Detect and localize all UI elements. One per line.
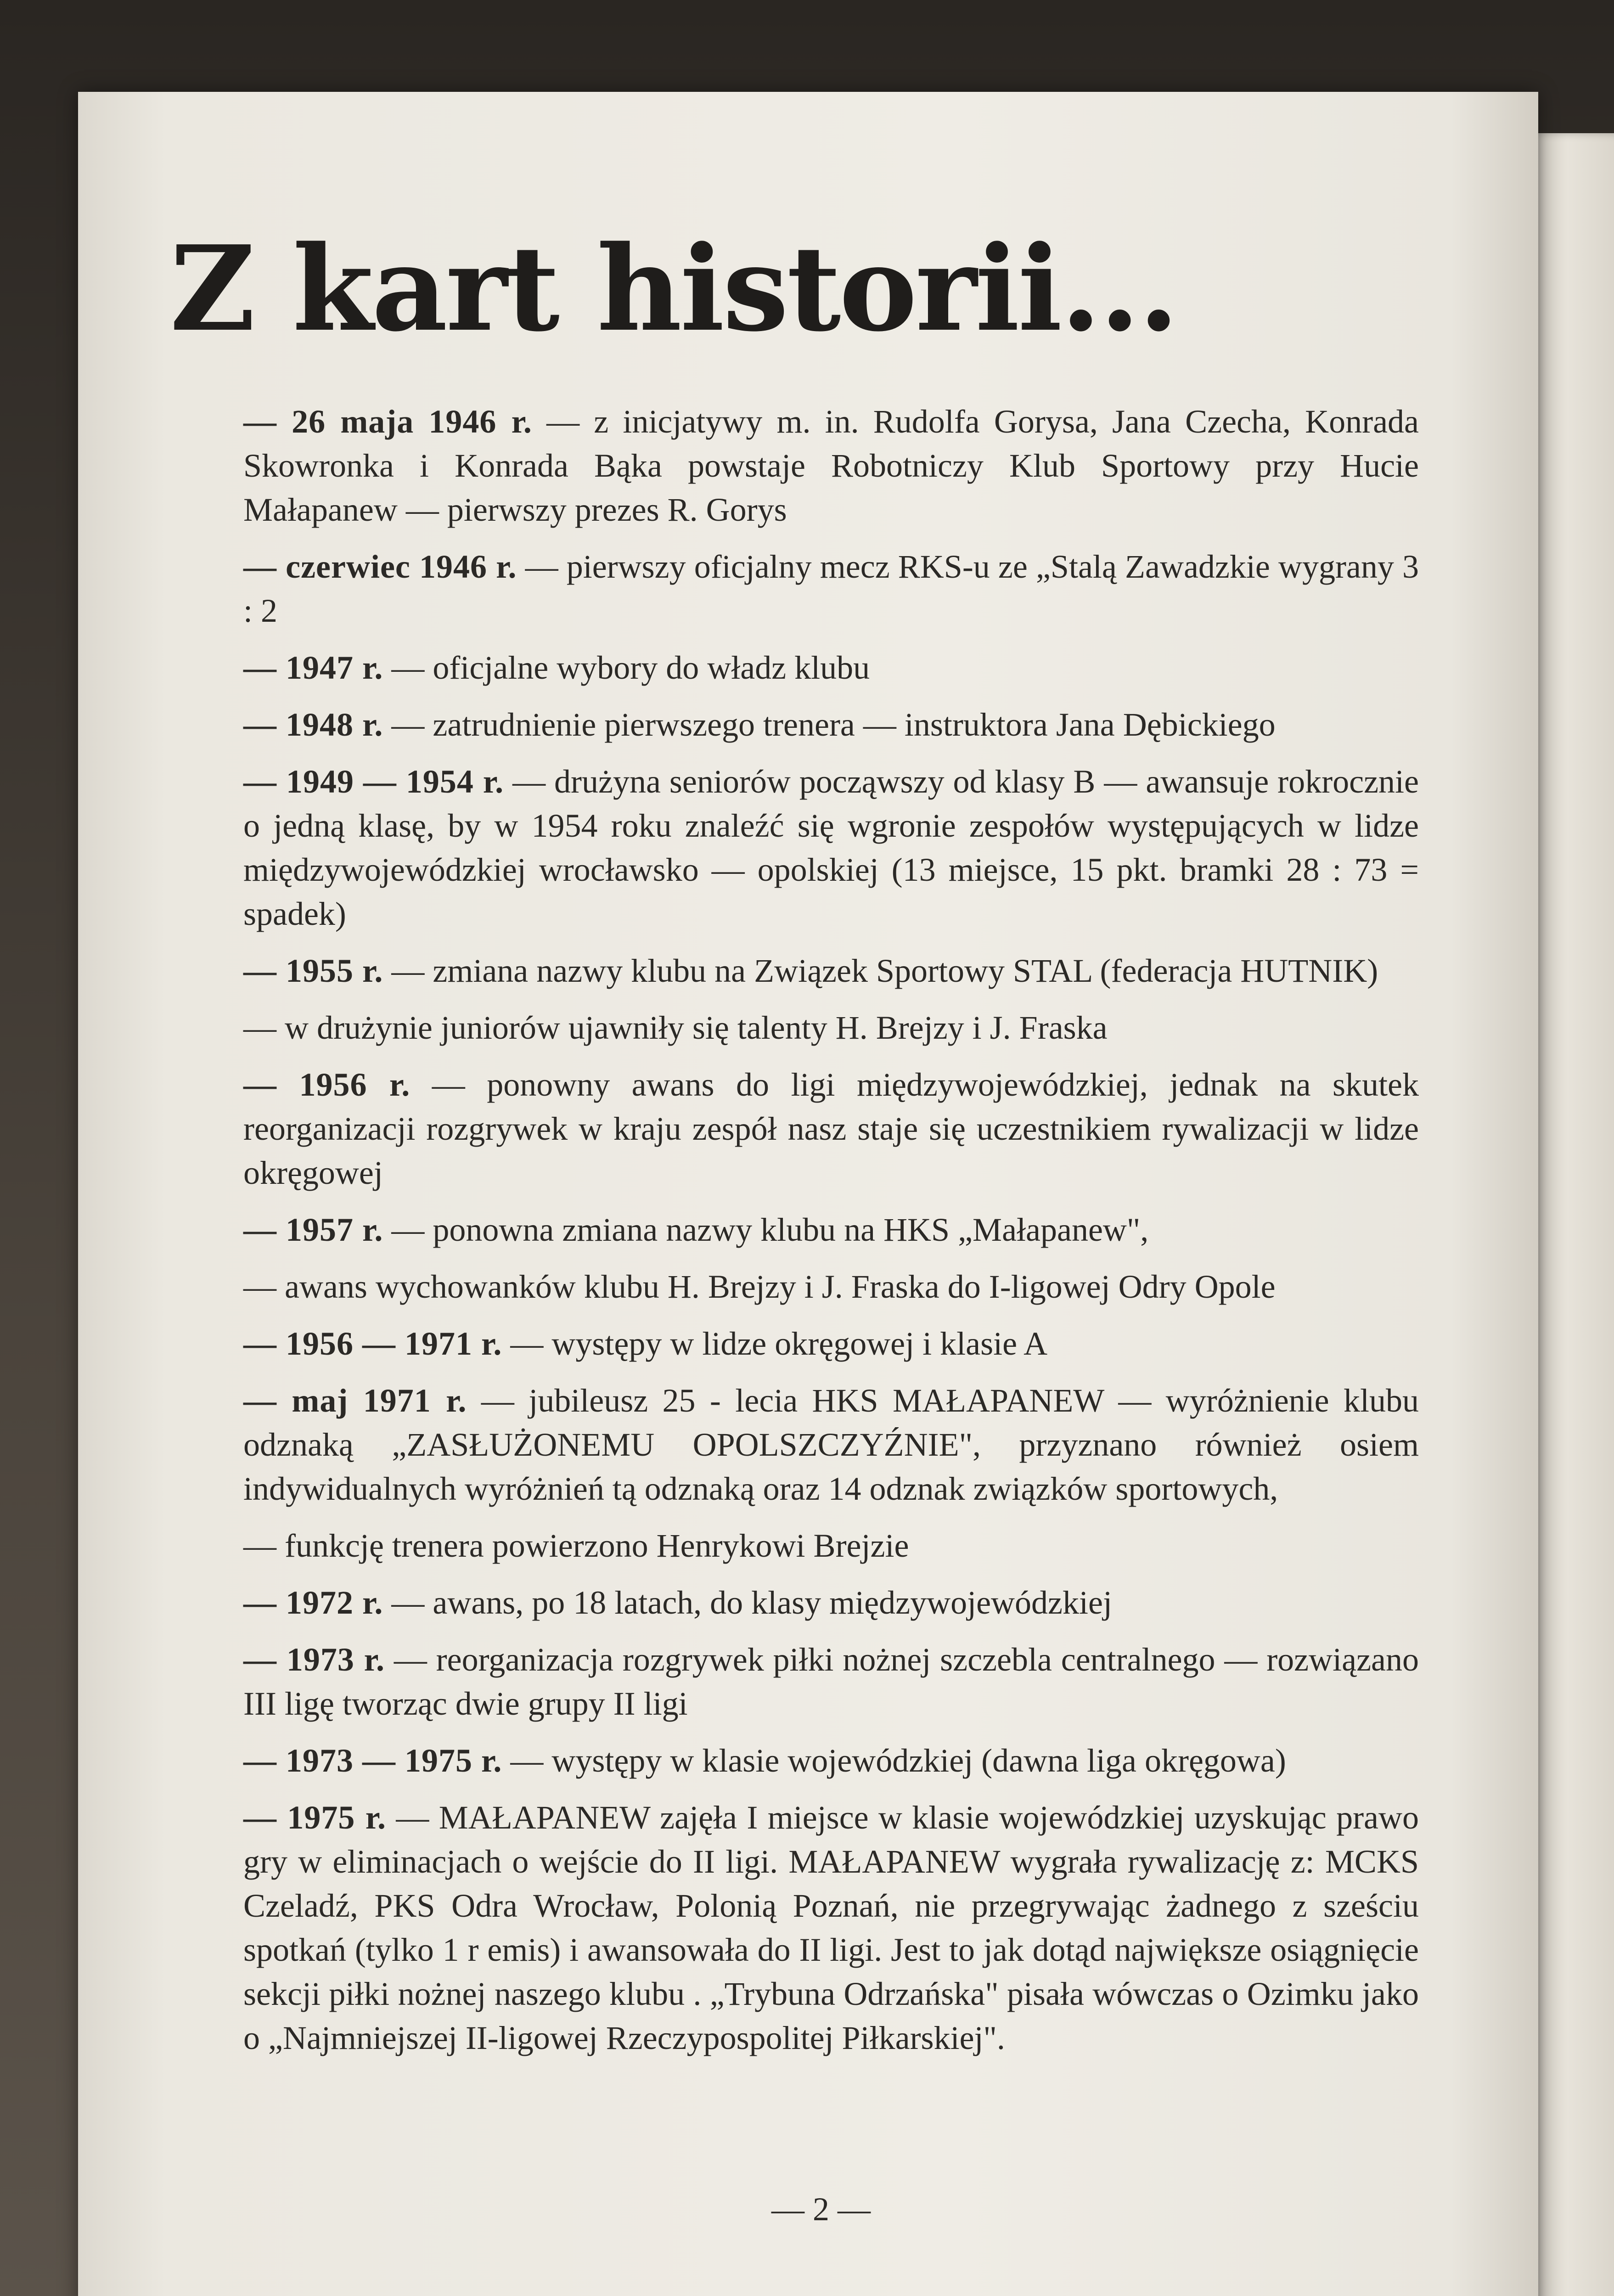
entry-text: — funkcję trenera powierzono Henrykowi Brejzie	[243, 1527, 909, 1564]
page-number: — 2 —	[771, 2191, 871, 2228]
entry-text: — występy w klasie wojewódzkiej (dawna liga okręgowa)	[510, 1742, 1286, 1779]
history-entry	[243, 1208, 1419, 1252]
history-entry	[243, 1322, 1419, 1366]
history-entry	[243, 1265, 1419, 1309]
history-list	[243, 400, 1419, 2073]
entry-date: — 26 maja 1946 r.	[243, 403, 532, 440]
entry-text: — ponowna zmiana nazwy klubu na HKS „Małapanew",	[391, 1211, 1149, 1248]
entry-date: — 1955 r.	[243, 952, 383, 989]
entry-text: — awans, po 18 latach, do klasy międzywojewódzkiej	[391, 1584, 1112, 1621]
history-entry	[243, 1739, 1419, 1783]
facing-page-edge	[1529, 133, 1614, 2296]
entry-text: — awans wychowanków klubu H. Brejzy i J. Fraska do I-ligowej Odry Opole	[243, 1268, 1276, 1305]
entry-text: — z inicjatywy m. in. Rudolfa Gorysa, Jana Czecha, Konrada Skowronka i Konrada Bąka powstaje Robotniczy Klub Sportowy przy Hucie Małapanew — pierwszy prezes R. Gorys	[243, 403, 1419, 528]
entry-date: — czerwiec 1946 r.	[243, 548, 517, 585]
history-entry	[243, 1795, 1419, 2060]
history-entry	[243, 1524, 1419, 1568]
entry-date: — 1972 r.	[243, 1584, 383, 1621]
history-entry	[243, 1006, 1419, 1050]
entry-date: — 1957 r.	[243, 1211, 383, 1248]
entry-date: — 1956 r.	[243, 1066, 411, 1103]
history-entry	[243, 545, 1419, 633]
entry-text: — w drużynie juniorów ujawniły się talenty H. Brejzy i J. Fraska	[243, 1009, 1108, 1046]
history-entry	[243, 703, 1419, 747]
entry-date: — 1975 r.	[243, 1799, 387, 1836]
entry-text: — reorganizacja rozgrywek piłki nożnej szczebla centralnego — rozwiązano III ligę tworząc dwie grupy II ligi	[243, 1641, 1419, 1722]
page-title: Z kart historii...	[170, 220, 1177, 358]
entry-text: — zmiana nazwy klubu na Związek Sportowy STAL (federacja HUTNIK)	[391, 952, 1378, 989]
entry-text: — występy w lidze okręgowej i klasie A	[510, 1325, 1048, 1362]
entry-date: — 1948 r.	[243, 706, 383, 743]
entry-text: — drużyna seniorów począwszy od klasy B — awansuje rokrocznie o jedną klasę, by w 1954 roku znaleźć się wgronie zespołów występujących w lidze międzywojewódzkiej wrocławsko — opolskiej (13 miejsce, 15 pkt. bramki 28 : 73 = spadek)	[243, 763, 1419, 932]
entry-text: — zatrudnienie pierwszego trenera — instruktora Jana Dębickiego	[391, 706, 1276, 743]
entry-date: — 1973 — 1975 r.	[243, 1742, 502, 1779]
entry-text: — pierwszy oficjalny mecz RKS-u ze „Stalą Zawadzkie wygrany 3 : 2	[243, 548, 1419, 629]
history-entry	[243, 1581, 1419, 1625]
entry-text: — ponowny awans do ligi międzywojewódzkiej, jednak na skutek reorganizacji rozgrywek w kraju zespół nasz staje się uczestnikiem rywalizacji w lidze okręgowej	[243, 1066, 1419, 1191]
entry-text: — jubileusz 25 - lecia HKS MAŁAPANEW — wyróżnienie klubu odznaką „ZASŁUŻONEMU OPOLSZCZYŹNIE", przyznano również osiem indywidualnych wyróżnień tą odznaką oraz 14 odznak związków sportowych,	[243, 1382, 1419, 1507]
entry-date: — 1947 r.	[243, 649, 383, 686]
history-entry	[243, 1063, 1419, 1195]
history-entry	[243, 1379, 1419, 1511]
history-entry	[243, 760, 1419, 936]
entry-text: — MAŁAPANEW zajęła I miejsce w klasie wojewódzkiej uzyskując prawo gry w eliminacjach o wejście do II ligi. MAŁAPANEW wygrała rywalizację z: MCKS Czeladź, PKS Odra Wrocław, Polonią Poznań, nie przegrywając żadnego z sześciu spotkań (tylko 1 r emis) i awansowała do II ligi. Jest to jak dotąd największe osiągnięcie sekcji piłki nożnej naszego klubu . „Trybuna Odrzańska" pisała wówczas o Ozimku jako o „Najmniejszej II-ligowej Rzeczypospolitej Piłkarskiej".	[243, 1799, 1419, 2056]
entry-date: — 1973 r.	[243, 1641, 385, 1678]
entry-date: — maj 1971 r.	[243, 1382, 467, 1419]
history-entry	[243, 949, 1419, 993]
entry-date: — 1956 — 1971 r.	[243, 1325, 502, 1362]
entry-date: — 1949 — 1954 r.	[243, 763, 504, 800]
history-entry	[243, 400, 1419, 532]
entry-text: — oficjalne wybory do władz klubu	[391, 649, 870, 686]
history-entry	[243, 1638, 1419, 1726]
history-entry	[243, 646, 1419, 690]
